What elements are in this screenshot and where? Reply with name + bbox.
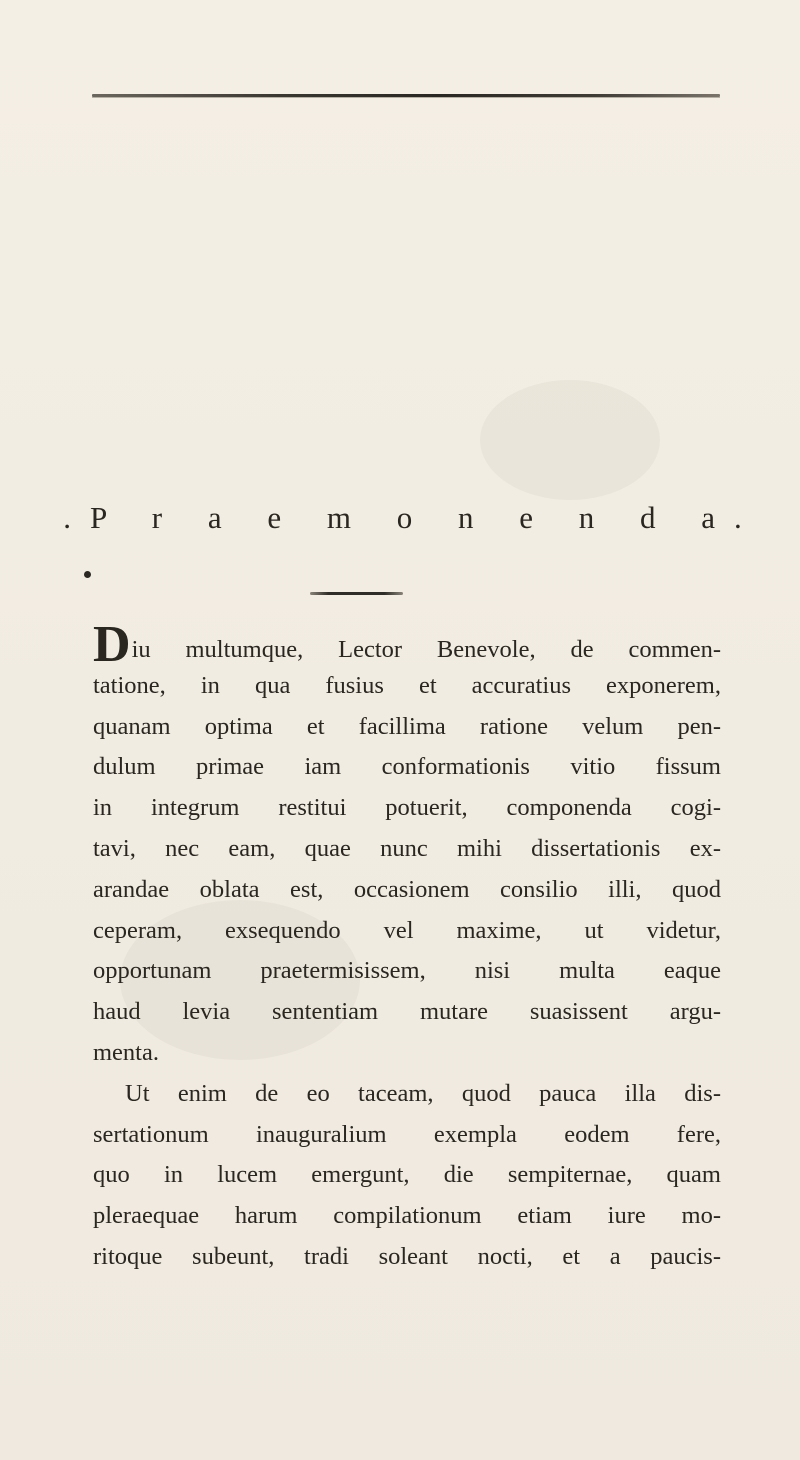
text-line: in integrum restitui potuerit, componenda cogi- [93, 794, 721, 822]
body-text [93, 616, 721, 1278]
ink-dot [84, 571, 91, 578]
text-line: ceperam, exsequendo vel maxime, ut videtur, [93, 916, 721, 944]
text-line: opportunam praetermisissem, nisi multa eaque [93, 957, 721, 985]
text-line: ritoque subeunt, tradi soleant nocti, et a paucis- [93, 1242, 721, 1270]
text-line: quanam optima et facillima ratione velum pen- [93, 712, 721, 740]
text-line: Diu multumque, Lector Benevole, de commen- [93, 616, 721, 673]
text-line: Ut enim de eo taceam, quod pauca illa dis- [125, 1079, 721, 1107]
paper-stain [480, 380, 660, 500]
text-line: quo in lucem emergunt, die sempiternae, quam [93, 1161, 721, 1189]
text-line: tavi, nec eam, quae nunc mihi dissertationis ex- [93, 834, 721, 862]
section-heading: .P r a e m o n e n d a. [63, 500, 761, 535]
header-rule-shadow [92, 97, 720, 98]
drop-cap: D [93, 616, 131, 673]
text-line: arandae oblata est, occasionem consilio illi, quod [93, 875, 721, 903]
heading-rule [310, 592, 403, 595]
text-line: sertationum inauguralium exempla eodem fere, [93, 1120, 721, 1148]
text-line: menta. [93, 1038, 159, 1066]
text-line: haud levia sententiam mutare suasissent argu- [93, 998, 721, 1026]
text-line: tatione, in qua fusius et accuratius exponerem, [93, 671, 721, 699]
text-line: pleraequae harum compilationum etiam iure mo- [93, 1202, 721, 1230]
text-line: dulum primae iam conformationis vitio fissum [93, 753, 721, 781]
